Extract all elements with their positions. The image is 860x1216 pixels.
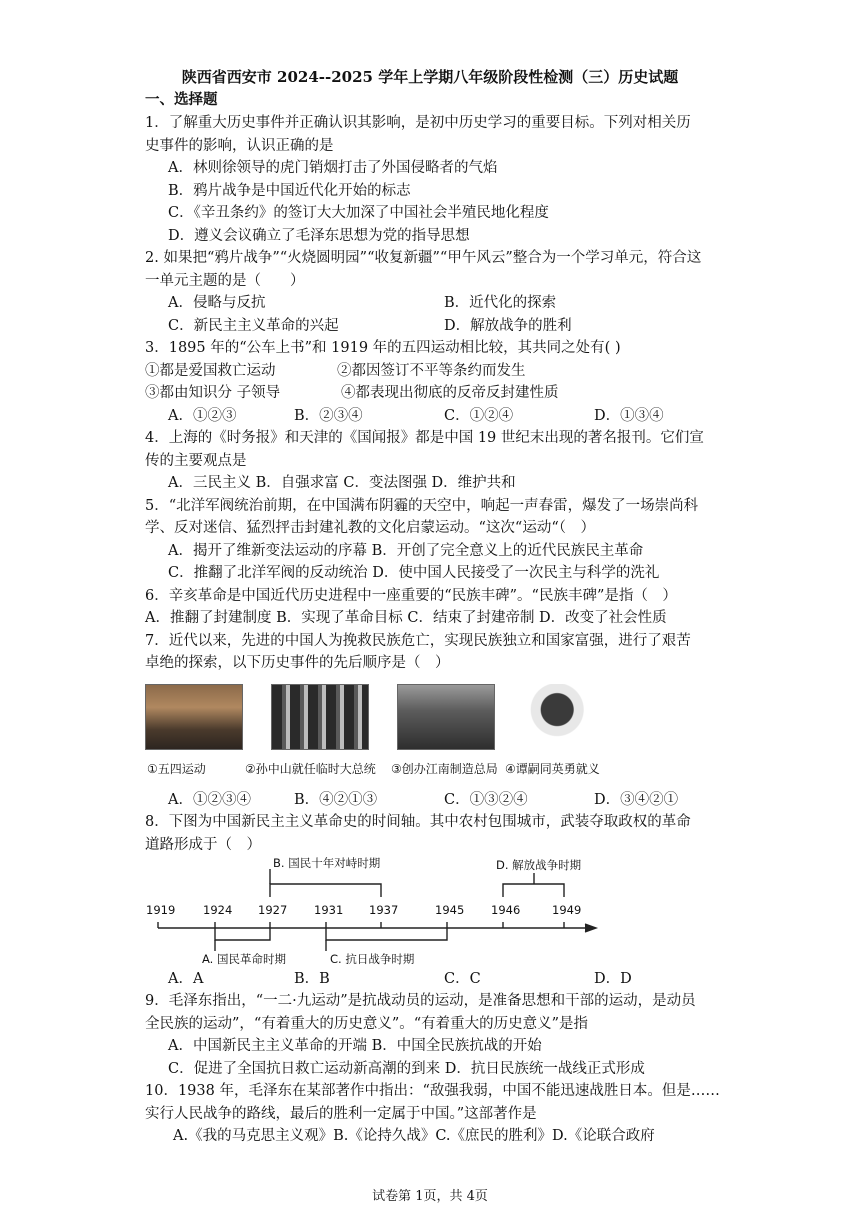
- q7-option-a: A．①②③④: [168, 792, 251, 808]
- period-label-c: C. 抗日战争时期: [330, 952, 415, 966]
- q4-stem-cont: 传的主要观点是: [145, 453, 247, 469]
- q10-options: A.《我的马克思主义观》B.《论持久战》C.《庶民的胜利》D.《论联合政府: [173, 1128, 655, 1144]
- year-label: 1946: [491, 903, 521, 917]
- q4-options: A．三民主义 B．自强求富 C．变法图强 D．维护共和: [168, 475, 516, 491]
- q10-stem-cont: 实行人民战争的路线，最后的胜利一定属于中国。”这部著作是: [145, 1106, 537, 1122]
- bracket-a: [215, 928, 270, 940]
- q3-statement-4: ④都表现出彻底的反帝反封建性质: [341, 385, 559, 401]
- q1-option-a: A．林则徐领导的虎门销烟打击了外国侵略者的气焰: [168, 160, 498, 176]
- jiangnan-arsenal-photo: [397, 684, 495, 750]
- q3-statement-3: ③都由知识分 子领导: [145, 385, 281, 401]
- q7-option-c: C．①③②④: [444, 792, 528, 808]
- year-label: 1924: [203, 903, 233, 917]
- page-title: 陕西省西安市 2024--2025 学年上学期八年级阶段性检测（三）历史试题: [181, 68, 679, 86]
- q3-option-d: D．①③④: [594, 408, 664, 424]
- q3-stem: 3．1895 年的“公车上书”和 1919 年的五四运动相比较，其共同之处有( ): [145, 340, 621, 356]
- q1-option-c: C．《辛丑条约》的签订大大加深了中国社会半殖民地化程度: [168, 205, 549, 221]
- q6-stem: 6．辛亥革命是中国近代历史进程中一座重要的“民族丰碑”。“民族丰碑”是指（ ）: [145, 588, 677, 604]
- year-label: 1949: [552, 903, 582, 917]
- q1-stem: 1．了解重大历史事件并正确认识其影响，是初中历史学习的重要目标。下列对相关历: [145, 115, 691, 131]
- q8-option-a: A．A: [168, 971, 204, 987]
- q8-stem-cont: 道路形成于（ ）: [145, 837, 261, 853]
- q5-stem: 5．“北洋军阀统治前期，在中国满布阴霾的天空中，响起一声春雷，爆发了一场崇尚科: [145, 498, 699, 514]
- q7-stem: 7．近代以来，先进的中国人为挽救民族危亡，实现民族独立和国家富强，进行了艰苦: [145, 633, 691, 649]
- period-label-a: A. 国民革命时期: [202, 952, 286, 966]
- q7-picture-row: [145, 684, 765, 784]
- q2-stem-cont: 一单元主题的是（ ）: [145, 273, 305, 289]
- q7-stem-cont: 卓绝的探索，以下历史事件的先后顺序是（ ）: [145, 655, 450, 671]
- q3-option-c: C．①②④: [444, 408, 514, 424]
- q7-caption-1: ①五四运动: [147, 762, 206, 776]
- q3-statement-1: ①都是爱国救亡运动: [145, 363, 276, 379]
- section-heading: 一、选择题: [145, 91, 218, 108]
- q2-option-c: C．新民主主义革命的兴起: [168, 318, 339, 334]
- bracket-d: [503, 884, 564, 897]
- q8-stem: 8．下图为中国新民主主义革命史的时间轴。其中农村包围城市，武装夺取政权的革命: [145, 814, 691, 830]
- year-label: 1945: [435, 903, 465, 917]
- q2-option-d: D．解放战争的胜利: [444, 318, 572, 334]
- bracket-b: [270, 884, 381, 897]
- q1-option-d: D．遵义会议确立了毛泽东思想为党的指导思想: [168, 228, 470, 244]
- q2-option-a: A．侵略与反抗: [168, 295, 266, 311]
- q8-option-b: B．B: [294, 971, 330, 987]
- q1-stem-cont: 史事件的影响，认识正确的是: [145, 138, 334, 154]
- tan-sitong-illustration: [523, 684, 599, 748]
- q2-option-b: B．近代化的探索: [444, 295, 557, 311]
- q9-stem: 9．毛泽东指出，“一二·九运动”是抗战动员的运动，是准备思想和干部的运动，是动员: [145, 993, 696, 1009]
- q7-caption-3: ③创办江南制造总局: [391, 762, 498, 776]
- q10-stem: 10．1938 年，毛泽东在某部著作中指出：“敌强我弱，中国不能迅速战胜日本。但是……: [145, 1083, 720, 1099]
- q7-option-b: B．④②①③: [294, 792, 378, 808]
- period-label-b: B. 国民十年对峙时期: [273, 856, 381, 870]
- year-label: 1919: [146, 903, 176, 917]
- sun-yat-sen-photo: [271, 684, 369, 750]
- q5-options-ab: A．揭开了维新变法运动的序幕 B．开创了完全意义上的近代民族民主革命: [168, 543, 644, 559]
- year-label: 1927: [258, 903, 288, 917]
- q8-timeline: [140, 855, 610, 967]
- q3-statement-2: ②都因签订不平等条约而发生: [337, 363, 526, 379]
- q2-stem: 2. 如果把“鸦片战争”“火烧圆明园”“收复新疆”“甲午风云”整合为一个学习单元，符合这: [145, 250, 702, 266]
- may-fourth-movement-photo: [145, 684, 243, 750]
- bracket-c: [326, 928, 447, 940]
- q6-options: A．推翻了封建制度 B．实现了革命目标 C．结束了封建帝制 D．改变了社会性质: [145, 610, 667, 626]
- q9-stem-cont: 全民族的运动”，“有着重大的历史意义”。“有着重大的历史意义”是指: [145, 1016, 589, 1032]
- q5-options-cd: C．推翻了北洋军阀的反动统治 D．使中国人民接受了一次民主与科学的洗礼: [168, 565, 660, 581]
- year-label: 1931: [314, 903, 344, 917]
- q7-caption-4: ④谭嗣同英勇就义: [505, 762, 600, 776]
- q5-stem-cont: 学、反对迷信、猛烈抨击封建礼教的文化启蒙运动。“这次“运动“（ ）: [145, 520, 595, 536]
- q7-option-d: D．③④②①: [594, 792, 679, 808]
- q1-option-b: B．鸦片战争是中国近代化开始的标志: [168, 183, 411, 199]
- q7-caption-2: ②孙中山就任临时大总统: [245, 762, 376, 776]
- period-label-d: D. 解放战争时期: [496, 858, 582, 872]
- year-label: 1937: [369, 903, 399, 917]
- q3-option-a: A．①②③: [168, 408, 237, 424]
- q9-options-cd: C．促进了全国抗日救亡运动新高潮的到来 D．抗日民族统一战线正式形成: [168, 1061, 645, 1077]
- q8-option-c: C．C: [444, 971, 481, 987]
- timeline-arrow: [585, 924, 596, 932]
- q9-options-ab: A．中国新民主主义革命的开端 B．中国全民族抗战的开始: [168, 1038, 542, 1054]
- q3-option-b: B．②③④: [294, 408, 363, 424]
- page-footer: 试卷第 1页，共 4页: [372, 1189, 488, 1204]
- q4-stem: 4．上海的《时务报》和天津的《国闻报》都是中国 19 世纪末出现的著名报刊。它们宣: [145, 430, 704, 446]
- q8-option-d: D．D: [594, 971, 632, 987]
